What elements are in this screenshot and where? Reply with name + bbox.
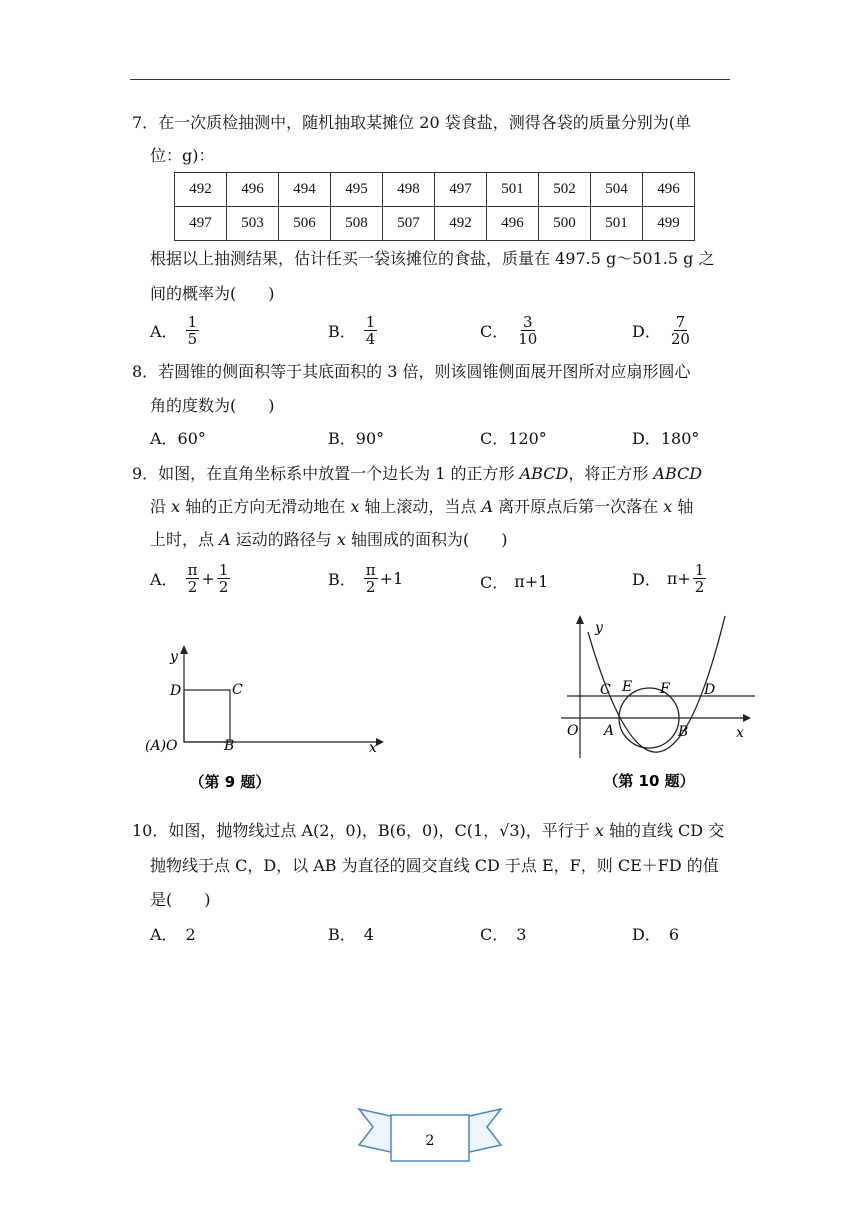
fig9-y-label: y <box>170 649 178 665</box>
q7-line4: 间的概率为( ) <box>150 284 275 303</box>
fig10-y-label: y <box>595 620 603 636</box>
table-cell: 499 <box>643 207 695 241</box>
q10-line1: 10．如图，抛物线过点 A(2，0)，B(6，0)，C(1，√3)，平行于 x 轴的直线 CD 交 <box>132 821 725 840</box>
fig9-x-label: x <box>369 740 377 756</box>
q9-line3: 上时，点 A 运动的路径与 x 轴围成的面积为( ) <box>150 530 508 549</box>
square-abcd <box>184 690 230 742</box>
fig9-origin-label: (A)O <box>145 738 178 754</box>
fraction: $\frac{\pi}{2}$ <box>187 561 198 596</box>
fraction: $\frac{1}{5}$ <box>187 313 198 348</box>
table-cell: 501 <box>591 207 643 241</box>
table-cell: 506 <box>279 207 331 241</box>
table-cell: 502 <box>539 173 591 207</box>
fig10-x-label: x <box>736 725 744 741</box>
fraction: $\frac{3}{10}$ <box>518 313 538 348</box>
q8-option-d[interactable]: D．180° <box>632 429 700 448</box>
table-row <box>175 207 695 241</box>
q8-option-a[interactable]: A．60° <box>150 429 206 448</box>
q9-option-c[interactable]: C． π+1 <box>480 572 549 592</box>
table-cell: 508 <box>331 207 383 241</box>
table-cell: 497 <box>175 207 227 241</box>
fig10-c-label: C <box>600 682 611 698</box>
fraction: $\frac{7}{20}$ <box>670 313 690 348</box>
fraction: $\frac{1}{4}$ <box>365 313 376 348</box>
page-number: 2 <box>425 1133 435 1149</box>
table-cell: 501 <box>487 173 539 207</box>
table-cell: 504 <box>591 173 643 207</box>
q7-line2: 位：g)： <box>150 146 215 165</box>
fig10-e-label: E <box>622 679 633 695</box>
fig9-caption: （第 9 题） <box>189 773 271 791</box>
table-cell: 492 <box>175 173 227 207</box>
fig9-c-label: C <box>232 682 243 698</box>
q8-line1: 8．若圆锥的侧面积等于其底面积的 3 倍，则该圆锥侧面展开图所对应扇形圆心 <box>132 362 691 381</box>
q8-option-b[interactable]: B．90° <box>328 429 385 448</box>
fig9-d-label: D <box>170 683 182 699</box>
fraction: $\frac{1}{2}$ <box>218 561 229 596</box>
table-cell: 507 <box>383 207 435 241</box>
q8-line2: 角的度数为( ) <box>150 396 275 415</box>
q10-line3: 是( ) <box>150 890 211 909</box>
figure-9-diagram <box>140 640 390 800</box>
table-cell: 497 <box>435 173 487 207</box>
table-cell: 495 <box>331 173 383 207</box>
fig10-b-label: B <box>678 724 689 740</box>
table-cell: 496 <box>487 207 539 241</box>
q9-line1: 9．如图，在直角坐标系中放置一个边长为 1 的正方形 ABCD，将正方形 ABCD <box>132 464 703 483</box>
fig10-a-label: A <box>604 723 615 739</box>
q7-data-table <box>174 172 695 241</box>
page-number-ribbon <box>355 1105 505 1167</box>
table-cell: 496 <box>643 173 695 207</box>
header-rule <box>130 79 730 80</box>
table-cell: 500 <box>539 207 591 241</box>
fig10-d-label: D <box>704 682 716 698</box>
table-cell: 494 <box>279 173 331 207</box>
fraction: $\frac{1}{2}$ <box>694 561 705 596</box>
q7-option-b[interactable]: B． $\frac{1}{4}$ <box>328 313 376 348</box>
q8-option-c[interactable]: C．120° <box>480 429 547 448</box>
q7-line1: 7．在一次质检抽测中，随机抽取某摊位 20 袋食盐，测得各袋的质量分别为(单 <box>132 113 691 132</box>
fig9-b-label: B <box>224 738 235 754</box>
q7-option-d[interactable]: D． $\frac{7}{20}$ <box>632 313 690 348</box>
q7-option-c[interactable]: C． $\frac{3}{10}$ <box>480 313 538 348</box>
table-row <box>175 173 695 207</box>
fig10-caption: （第 10 题） <box>603 772 695 790</box>
figure-10-diagram <box>555 610 760 800</box>
q9-line2: 沿 x 轴的正方向无滑动地在 x 轴上滚动，当点 A 离开原点后第一次落在 x 轴 <box>150 497 694 516</box>
fig10-f-label: F <box>660 681 670 697</box>
table-cell: 496 <box>227 173 279 207</box>
q10-option-a[interactable]: A． 2 <box>150 925 196 944</box>
q7-option-a[interactable]: A． $\frac{1}{5}$ <box>150 313 198 348</box>
fraction: $\frac{\pi}{2}$ <box>365 561 376 596</box>
q9-option-d[interactable]: D． π+ $\frac{1}{2}$ <box>632 561 705 596</box>
q9-option-b[interactable]: B． $\frac{\pi}{2}$ +1 <box>328 561 404 596</box>
q7-line3: 根据以上抽测结果，估计任买一袋该摊位的食盐，质量在 497.5 g～501.5 g 之 <box>150 249 715 268</box>
table-cell: 492 <box>435 207 487 241</box>
q9-option-a[interactable]: A． $\frac{\pi}{2}$ + $\frac{1}{2}$ <box>150 561 229 596</box>
q10-option-c[interactable]: C． 3 <box>480 925 527 944</box>
table-cell: 498 <box>383 173 435 207</box>
q10-line2: 抛物线于点 C，D，以 AB 为直径的圆交直线 CD 于点 E，F，则 CE＋FD 的值 <box>150 856 719 875</box>
table-cell: 503 <box>227 207 279 241</box>
fig10-o-label: O <box>567 723 579 739</box>
q10-option-d[interactable]: D． 6 <box>632 925 680 944</box>
q10-option-b[interactable]: B． 4 <box>328 925 374 944</box>
